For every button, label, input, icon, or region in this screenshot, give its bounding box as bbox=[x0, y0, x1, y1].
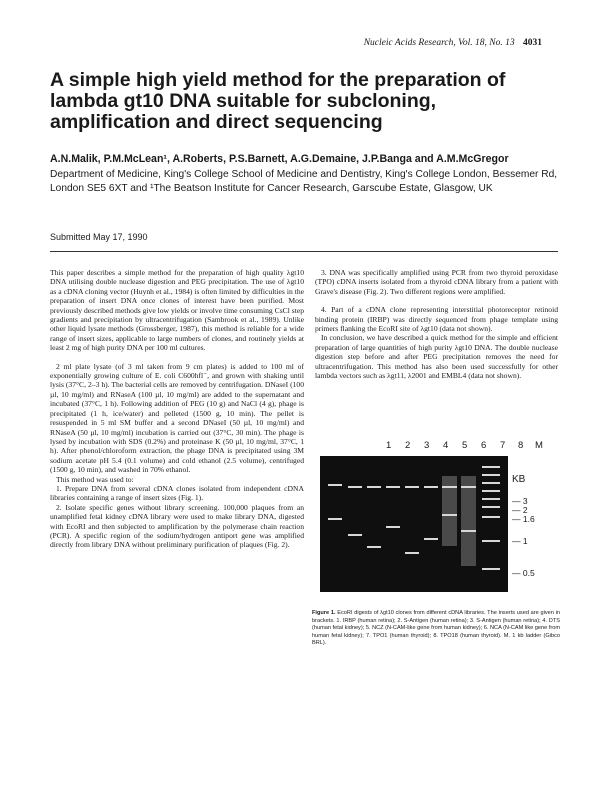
marker-size: 1.6 bbox=[522, 514, 535, 524]
body-paragraph: This method was used to: bbox=[56, 474, 134, 484]
body-paragraph: 4. Part of a cDNA clone representing interstitial photoreceptor retinoid binding protein (IRBP) was directly sequenced from phage template using primers flanking the EcoRI site of λgt10 (data not shown). bbox=[315, 305, 558, 334]
lane-label: 4 bbox=[443, 440, 449, 451]
body-paragraph: 1. Prepare DNA from several cDNA clones isolated from independent cDNA libraries containing a range of insert sizes (Fig. 1). bbox=[50, 483, 304, 503]
gel-band bbox=[442, 486, 457, 488]
marker-unit-label: KB bbox=[512, 474, 526, 485]
marker-band bbox=[482, 482, 500, 484]
body-paragraph: 3. DNA was specifically amplified using PCR from two thyroid peroxidase (TPO) cDNA inserts isolated from a thyroid cDNA library from a patient with Grave's disease (Fig. 2). Two different regions were amplified. bbox=[315, 268, 558, 296]
marker-label: — 3 bbox=[512, 496, 528, 506]
caption-text: EcoRI digests of λgt10 clones from different cDNA libraries. The inserts used are given in brackets. 1. IRBP (human retina); 2. S-Antigen (human retina); 3. S-Antigen (human retina); 4. DTS (human fetal kidney); 5. NCZ (N-CAM-like gene from human kidney); 6. NCA (N-CAM like gene from human fetal kidney); 7. TPO1 (human thyroid); 8. TPO18 (human thyroid). M. 1 kb ladder (Gibco BRL). bbox=[312, 610, 561, 647]
gel-band bbox=[348, 486, 362, 488]
gel-band bbox=[405, 552, 419, 554]
marker-label: — 1 bbox=[512, 536, 528, 546]
gel-band bbox=[367, 546, 381, 548]
body-paragraph: 2. Isolate specific genes without library screening. 100,000 plaques from an unamplified fetal kidney cDNA library were used to make library DNA, digested with EcoRI and then subjected to amplification by the polymerase chain reaction (PCR). A specific region of the sodium/hydrogen antiport gene was amplified directly from library DNA without preliminary purification of plaques (Fig. 2). bbox=[50, 502, 304, 550]
marker-size: 1 bbox=[522, 536, 528, 546]
marker-band bbox=[482, 568, 500, 570]
gel-band bbox=[405, 486, 419, 488]
gel-image bbox=[320, 456, 508, 592]
submitted-date: Submitted May 17, 1990 bbox=[50, 232, 148, 242]
marker-size: 2 bbox=[522, 505, 528, 515]
figure-caption bbox=[312, 610, 560, 648]
gel-band bbox=[461, 530, 476, 532]
caption-lead: Figure 1. bbox=[312, 610, 336, 616]
lane-label: 2 bbox=[405, 440, 411, 451]
right-column bbox=[315, 268, 558, 380]
marker-label: — 1.6 bbox=[512, 514, 535, 524]
left-column bbox=[50, 268, 304, 550]
gel-band bbox=[367, 486, 381, 488]
gel-band bbox=[328, 484, 342, 486]
body-paragraph: In conclusion, we have described a quick method for the simple and efficient preparation of large quantities of high purity λgt10 DNA. The double nuclease digestion step before and after PEG precipitation removes the need for ultracentrifugation. This method has also been used successfully for other lambda vectors such as λgt11, λ2001 and EMBL4 (data not shown). bbox=[315, 333, 558, 381]
marker-band bbox=[482, 474, 500, 476]
lane-label: 3 bbox=[424, 440, 430, 451]
lane-label: 5 bbox=[462, 440, 468, 451]
gel-lane-labels bbox=[386, 440, 600, 454]
affiliation: Department of Medicine, King's College School of Medicine and Dentistry, King's College London, Bessemer Rd, London SE5 6XT and ¹The Beatson Institute for Cancer Research, Garscube Estate, Glasgow, UK bbox=[50, 169, 558, 194]
gel-band bbox=[348, 534, 362, 536]
journal-citation: Nucleic Acids Research, Vol. 18, No. 13 bbox=[363, 38, 515, 48]
author-list: A.N.Malik, P.M.McLean¹, A.Roberts, P.S.Barnett, A.G.Demaine, J.P.Banga and A.M.McGregor bbox=[50, 153, 509, 165]
gel-band bbox=[442, 514, 457, 516]
marker-band bbox=[482, 540, 500, 542]
page-number: 4031 bbox=[523, 38, 542, 48]
marker-label: — 0.5 bbox=[512, 568, 535, 578]
paper-title: A simple high yield method for the preparation of lambda gt10 DNA suitable for subcloning, amplification and direct sequencing bbox=[50, 69, 506, 133]
lane-label: 8 bbox=[518, 440, 524, 451]
lane-label: 7 bbox=[500, 440, 506, 451]
gel-band bbox=[328, 518, 342, 520]
running-head bbox=[364, 38, 542, 48]
marker-size-labels bbox=[512, 456, 562, 596]
lane-label: 1 bbox=[386, 440, 392, 451]
lane-label: 6 bbox=[481, 440, 487, 451]
marker-band bbox=[482, 516, 500, 518]
body-paragraph: This paper describes a simple method for the preparation of high quality λgt10 DNA utilising double nuclease digestion and PEG precipitation. The use of λgt10 as a cDNA cloning vector (Huynh et al., 1984) is often limited by difficulties in the preparation of insert DNA once clones of interest have been purified. Most previously described methods give low yields or involve time consuming CsCl step gradients and precipitation by ultracentrifugation (Sambrook et al., 1989). Unlike other liquid lysate methods (Grossberger, 1987), this method is reliable for a wide range of insert sizes, applicable to large numbers of clones, and routinely yields at least 2 mg of high purity DNA per 100 ml cultures. bbox=[50, 268, 304, 353]
gel-band bbox=[461, 486, 476, 488]
marker-size: 3 bbox=[522, 496, 528, 506]
marker-label: — 2 bbox=[512, 505, 528, 515]
marker-size: 0.5 bbox=[522, 568, 535, 578]
lane-label: M bbox=[535, 440, 543, 451]
header-rule bbox=[50, 251, 558, 252]
gel-band bbox=[424, 486, 438, 488]
gel-smear bbox=[461, 476, 476, 566]
body-paragraph: 2 ml plate lysate (of 3 ml taken from 9 cm plates) is added to 100 ml of exponentially growing culture of E. coli C600hfl⁻, and grown with shaking until lysis (37°C, 2–3 h). The bacterial cells are removed by centrifugation. DNaseI (100 µl, 10 mg/ml) and RNaseA (100 µl, 10 mg/ml) are added to the supernatant and incubated (37°C, 1 h). Following addition of PEG (10 g) and NaCl (4 g), phage is precipitated (1 h, ice/water) and pelleted (1500 g, 10 min). The pellet is resuspended in 5 ml SM buffer and a second DNaseI (50 µl, 10 mg/ml) and RNaseA (50 µl, 10 mg/ml) incubation is carried out (37°C, 30 min). The phage is lysed by incubation with SDS (0.2%) and proteinase K (50 µl, 10 mg/ml, 37°C, 1 h). After phenol/chloroform extraction, the phage DNA is precipitated using 3M sodium acetate pH 5.4 (0.1 volume) and cold ethanol (2.5 volume), centrifuged (1500 g, 10 min), and washed in 70% ethanol. bbox=[50, 361, 304, 475]
gel-band bbox=[386, 526, 400, 528]
marker-band bbox=[482, 498, 500, 500]
gel-band bbox=[424, 538, 438, 540]
marker-band bbox=[482, 490, 500, 492]
gel-band bbox=[386, 486, 400, 488]
marker-band bbox=[482, 506, 500, 508]
marker-band bbox=[482, 466, 500, 468]
